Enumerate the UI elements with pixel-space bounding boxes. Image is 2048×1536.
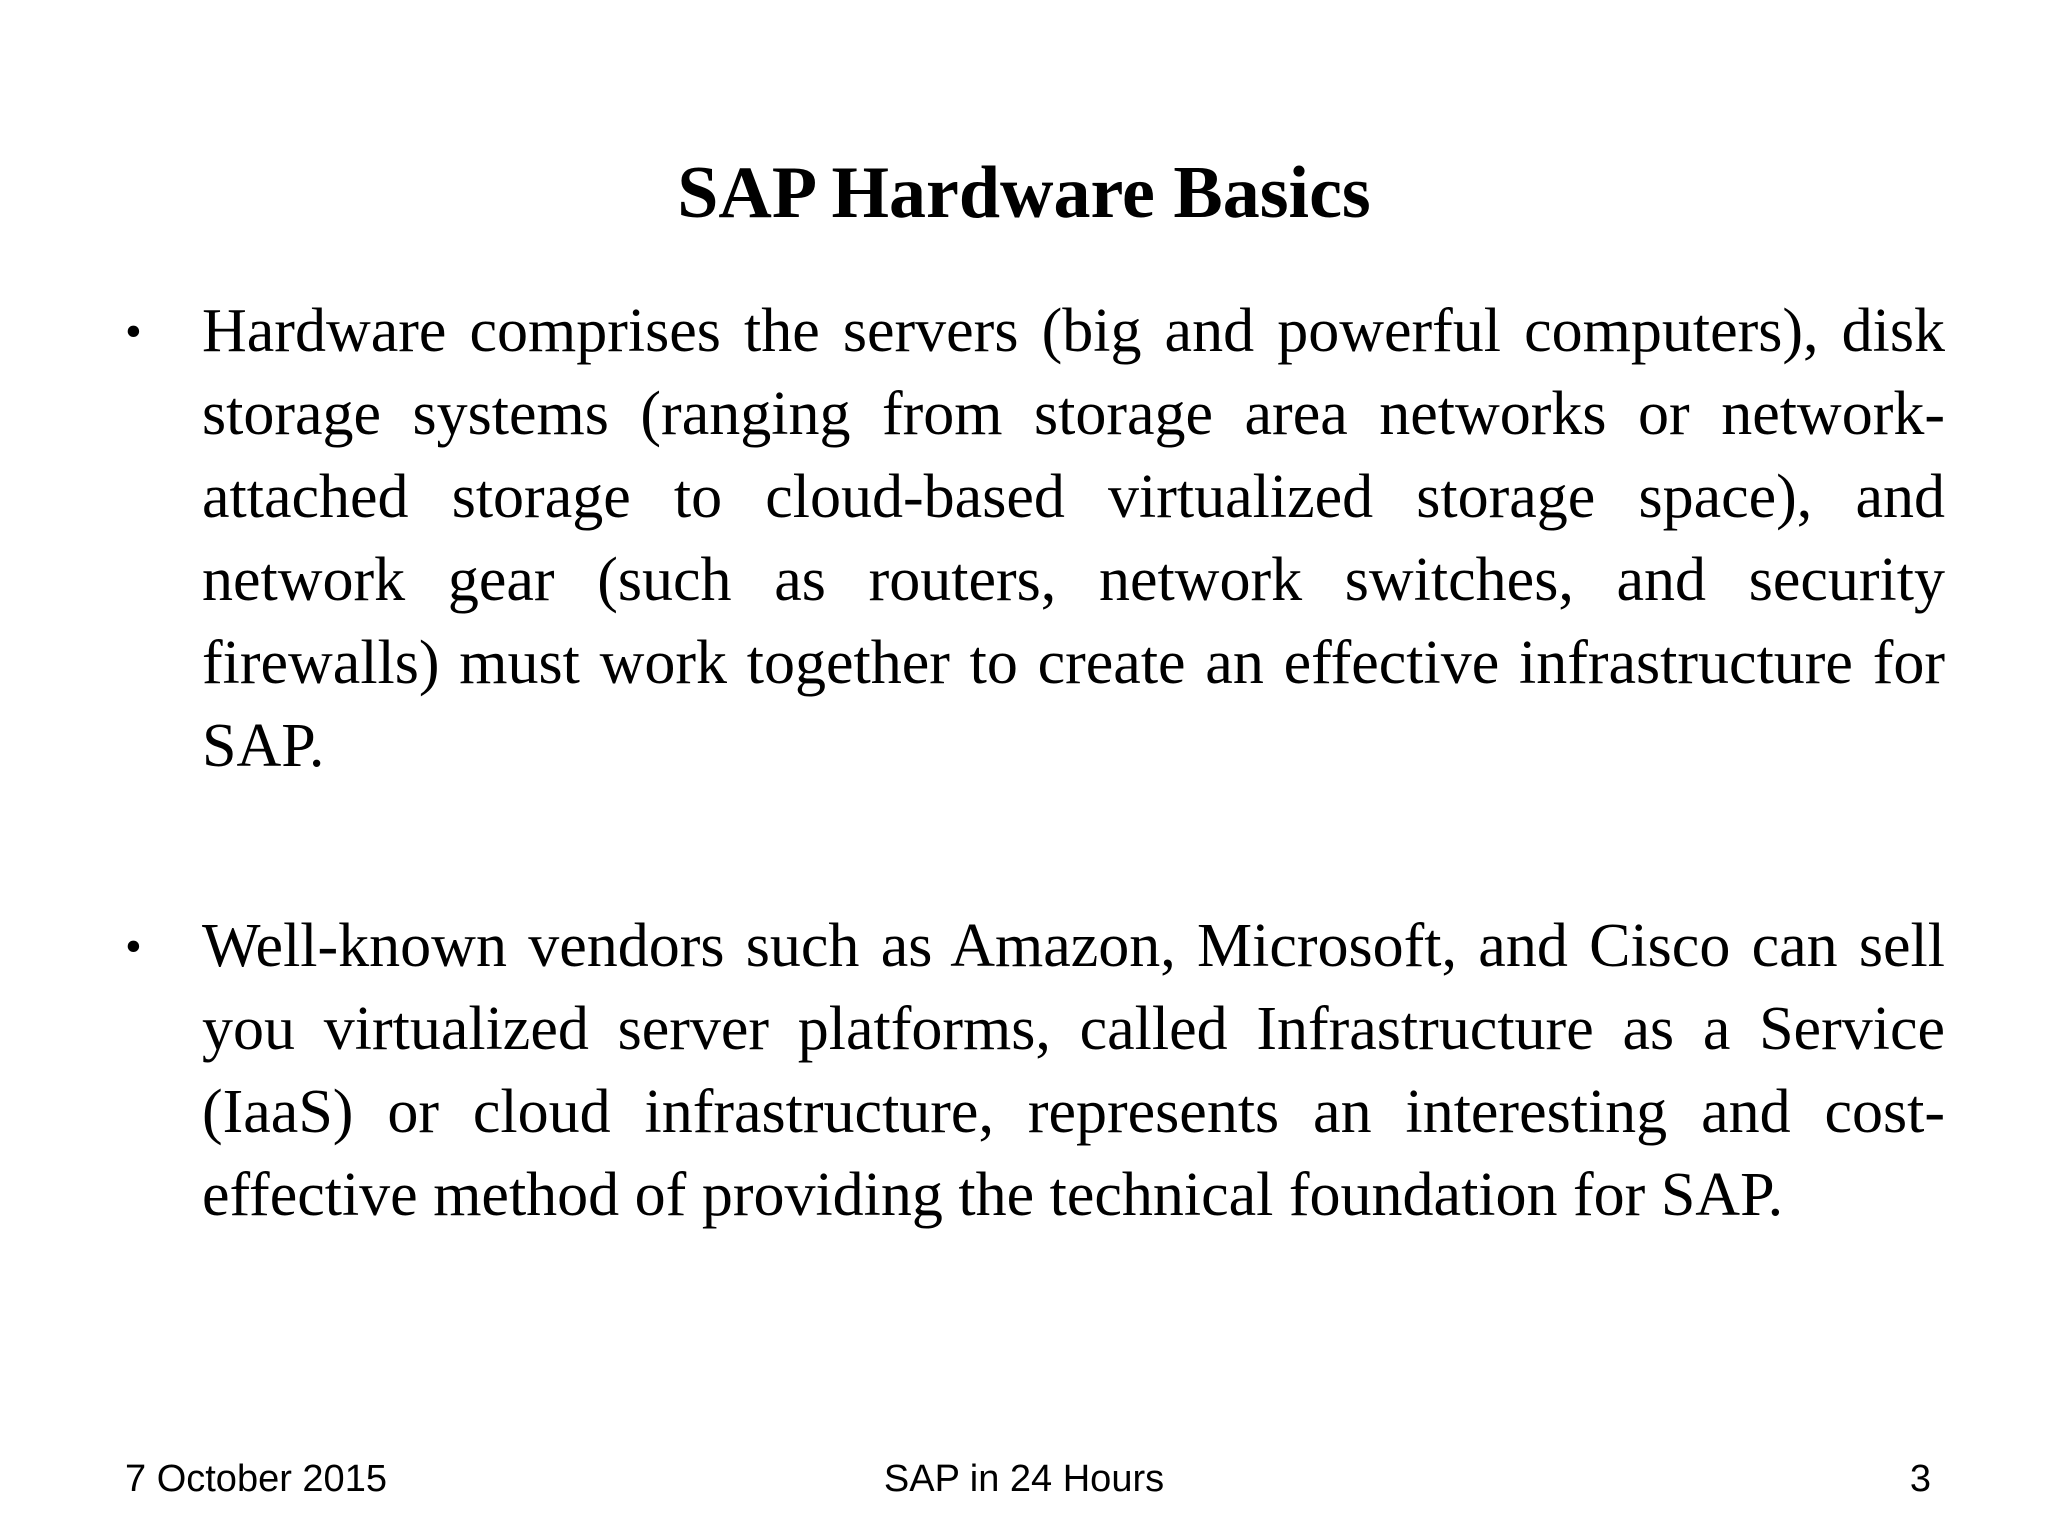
bullet-marker: • <box>125 920 142 973</box>
bullet-text: Well-known vendors such as Amazon, Microsoft, and Cisco can sell you virtualized server platforms, called Infrastructure as a Service (IaaS) or cloud infrastructure, represents an interesting and cost-effective method of providing the technical foundation for SAP. <box>202 912 1945 1229</box>
slide-title: SAP Hardware Basics <box>677 152 1371 234</box>
bullet-item <box>125 290 1945 788</box>
footer-date: 7 October 2015 <box>125 1458 387 1500</box>
bullet-text: Hardware comprises the servers (big and powerful computers), disk storage systems (ranging from storage area networks or network-attached storage to cloud-based virtualized storage space), and network gear (such as routers, network switches, and security firewalls) must work together to create an effective infrastructure for SAP. <box>202 297 1945 780</box>
bullet-list <box>125 290 1945 1237</box>
bullet-item <box>125 905 1945 1237</box>
bullet-marker: • <box>125 305 142 358</box>
footer-title: SAP in 24 Hours <box>883 1458 1165 1500</box>
page-number: 3 <box>1909 1458 1931 1500</box>
